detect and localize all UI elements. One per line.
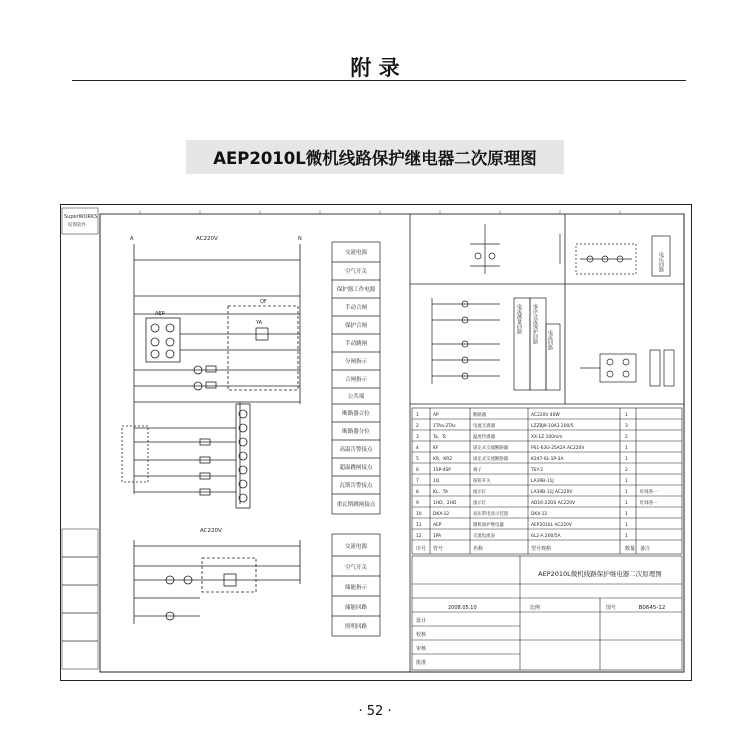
parts-table-cell: 1 <box>416 413 419 418</box>
parts-table-cell: 1HD、2HD <box>433 501 457 506</box>
parts-table-cell: KR、KR2 <box>433 457 453 462</box>
parts-table-cell: 1Q <box>433 479 440 484</box>
function-label-8: 公共端 <box>347 394 365 400</box>
parts-table-cell: 红绿各一 <box>640 501 658 506</box>
function-label2-1: 空气开关 <box>344 565 368 571</box>
parts-table-cell: 固定式交流断路器 <box>473 446 509 451</box>
parts-table-cell: 1 <box>625 457 628 462</box>
parts-table-cell: AEP <box>433 523 442 528</box>
parts-table-cell: 3 <box>625 424 628 429</box>
function-label2-3: 储能回路 <box>344 605 368 611</box>
parts-table-cell: AD16-22DS AC220V <box>531 501 576 506</box>
parts-table-header-cell: 符号 <box>433 546 444 552</box>
parts-table-cell: 微机保护继电器 <box>473 523 504 528</box>
parts-table-cell: 温度传感器 <box>473 435 495 440</box>
parts-table-header-cell: 数量 <box>625 546 636 552</box>
parts-table-cell: 电流互感器 <box>473 424 495 429</box>
function-label-0: 交流电源 <box>344 250 368 256</box>
title-block-label-1: 校核 <box>416 632 427 638</box>
parts-table-header-cell: 备注 <box>640 546 651 552</box>
parts-table-cell: 固定式交流断路器 <box>473 457 509 462</box>
function-label2-0: 交流电源 <box>344 544 368 550</box>
parts-table-cell: 6 <box>416 468 419 473</box>
parts-table-cell: KF <box>433 446 439 451</box>
title-block-label-4: 比例 <box>530 605 541 611</box>
parts-table-cell: Ta、Tc <box>433 435 447 440</box>
function-label-5: 手动跳闸 <box>344 341 368 347</box>
function-label-9: 断路器合位 <box>342 411 370 417</box>
parts-table-cell: 交流电流表 <box>473 534 495 539</box>
function-label-12: 超温跳闸接点 <box>339 465 373 471</box>
relay-aep-label: AEP <box>155 311 165 317</box>
function-label-10: 断路器分位 <box>342 429 370 435</box>
parts-table-cell: 断路器 <box>473 413 487 418</box>
parts-table-cell: 8 <box>416 490 419 495</box>
title-block-label-3: 批准 <box>416 660 427 666</box>
parts-table-cell: XX-1Z 100mm <box>531 435 563 440</box>
parts-table-cell: 1 <box>625 413 628 418</box>
header-divider <box>72 80 686 81</box>
parts-table-cell: AP <box>433 413 439 418</box>
ct-label-0: 电流测量回路 <box>516 304 522 334</box>
parts-table-cell: 11 <box>416 523 422 528</box>
function-label-6: 分闸指示 <box>344 359 368 365</box>
function-label-14: 重瓦斯跳闸接点 <box>336 502 376 508</box>
node-N-label: N <box>298 236 302 242</box>
parts-table-cell: 1 <box>625 523 628 528</box>
parts-table-cell: DKX-12 <box>531 512 548 517</box>
parts-table-cell: 1 <box>625 490 628 495</box>
parts-table-cell: TSY-2 <box>531 468 544 473</box>
parts-table-cell: 1 <box>625 479 628 484</box>
node-A-label: A <box>130 236 134 242</box>
function-label-3: 手动合闸 <box>344 305 368 311</box>
parts-table-cell: KL、TA <box>433 490 449 495</box>
ac220v-label-top: AC220V <box>196 236 218 242</box>
parts-table-cell: 1TAa-2TAc <box>433 424 456 429</box>
parts-table-cell: AC220V 40W <box>531 413 560 418</box>
node-QF-label: QF <box>260 299 267 305</box>
function-label-11: 高温告警接点 <box>339 447 373 453</box>
title-block-label-5: 图号 <box>606 605 617 611</box>
parts-table-header-cell: 序号 <box>416 546 427 552</box>
parts-table-cell: K247-6L-1P-3A <box>531 457 564 462</box>
figure-title-text: AEP2010L微机线路保护继电器二次原理图 <box>213 149 537 168</box>
figure-title <box>186 140 564 174</box>
node-YA-label: YA <box>256 320 263 326</box>
title-block-code: B0645-12 <box>638 605 666 611</box>
parts-table-cell: 2 <box>416 424 419 429</box>
function-label-1: 空气开关 <box>344 269 368 275</box>
parts-table-cell: 1 <box>625 512 628 517</box>
function-label2-2: 储能指示 <box>344 585 368 591</box>
circuit-diagram <box>60 204 692 681</box>
parts-table-cell: 4 <box>416 446 419 451</box>
parts-table-cell: 1SP-4SP <box>433 468 451 473</box>
ct-label-2: 电流回路 <box>547 330 553 350</box>
parts-table-header-cell: 名称 <box>473 546 484 552</box>
parts-table-cell: 按钮开关 <box>473 479 491 484</box>
parts-table-header-cell: 型号规格 <box>531 546 552 552</box>
function-label-4: 保护合闸 <box>344 323 368 329</box>
parts-table-cell: 2 <box>625 435 628 440</box>
parts-table-cell: 12 <box>416 534 422 539</box>
title-block-label-0: 设计 <box>416 618 427 624</box>
parts-table-cell: 6L2-A 200/5A <box>531 534 561 539</box>
parts-table-cell: 7 <box>416 479 419 484</box>
parts-table-cell: 1 <box>625 446 628 451</box>
company-label: SuperWORKS <box>64 214 98 220</box>
parts-table-cell: 高压带电显示装置 <box>473 512 509 517</box>
parts-table-cell: 指示灯 <box>473 490 487 495</box>
ac220v-label-bottom: AC220V <box>200 528 222 534</box>
function-label-7: 合闸指示 <box>344 377 368 383</box>
parts-table-cell: PS1-63U-25A2A AC220V <box>531 446 585 451</box>
parts-table-cell: 指示灯 <box>473 501 487 506</box>
parts-table-cell: LA39B-11J AC220V <box>531 490 573 495</box>
parts-table-cell: 红绿各一 <box>640 490 658 495</box>
right-top-label: 电压回路 <box>658 252 664 272</box>
parts-table-cell: LZZBJ9-10A3 200/5 <box>531 424 574 429</box>
function-label-2: 保护器工作电源 <box>336 287 376 293</box>
parts-table-cell: DKX-12 <box>433 512 450 517</box>
title-block-name: AEP2010L微机线路保护继电器二次原理图 <box>538 570 662 578</box>
parts-table-cell: AEP2010L AC220V <box>531 523 572 528</box>
company-label2: 结图软件 <box>68 223 86 228</box>
parts-table-cell: 3 <box>416 435 419 440</box>
parts-table-cell: 9 <box>416 501 419 506</box>
parts-table-cell: 2 <box>625 468 628 473</box>
page-number: · 52 · <box>358 704 392 719</box>
parts-table-cell: 1 <box>625 534 628 539</box>
parts-table-cell: 10 <box>416 512 422 517</box>
function-label2-4: 照明回路 <box>344 624 368 630</box>
title-block-label-2: 审核 <box>416 646 427 652</box>
title-block-date: 2008.05.10 <box>448 605 477 611</box>
parts-table-cell: 1 <box>625 501 628 506</box>
ct-label-1: 零序过流保护回路 <box>532 304 538 344</box>
parts-table-cell: LA39B-11J <box>531 479 554 484</box>
parts-table-cell: 端子 <box>473 468 482 473</box>
parts-table-cell: 1PA <box>433 534 442 539</box>
page-header-title: 附 录 <box>350 56 400 80</box>
parts-table-cell: 5 <box>416 457 419 462</box>
function-label-13: 瓦斯告警接点 <box>339 483 373 489</box>
